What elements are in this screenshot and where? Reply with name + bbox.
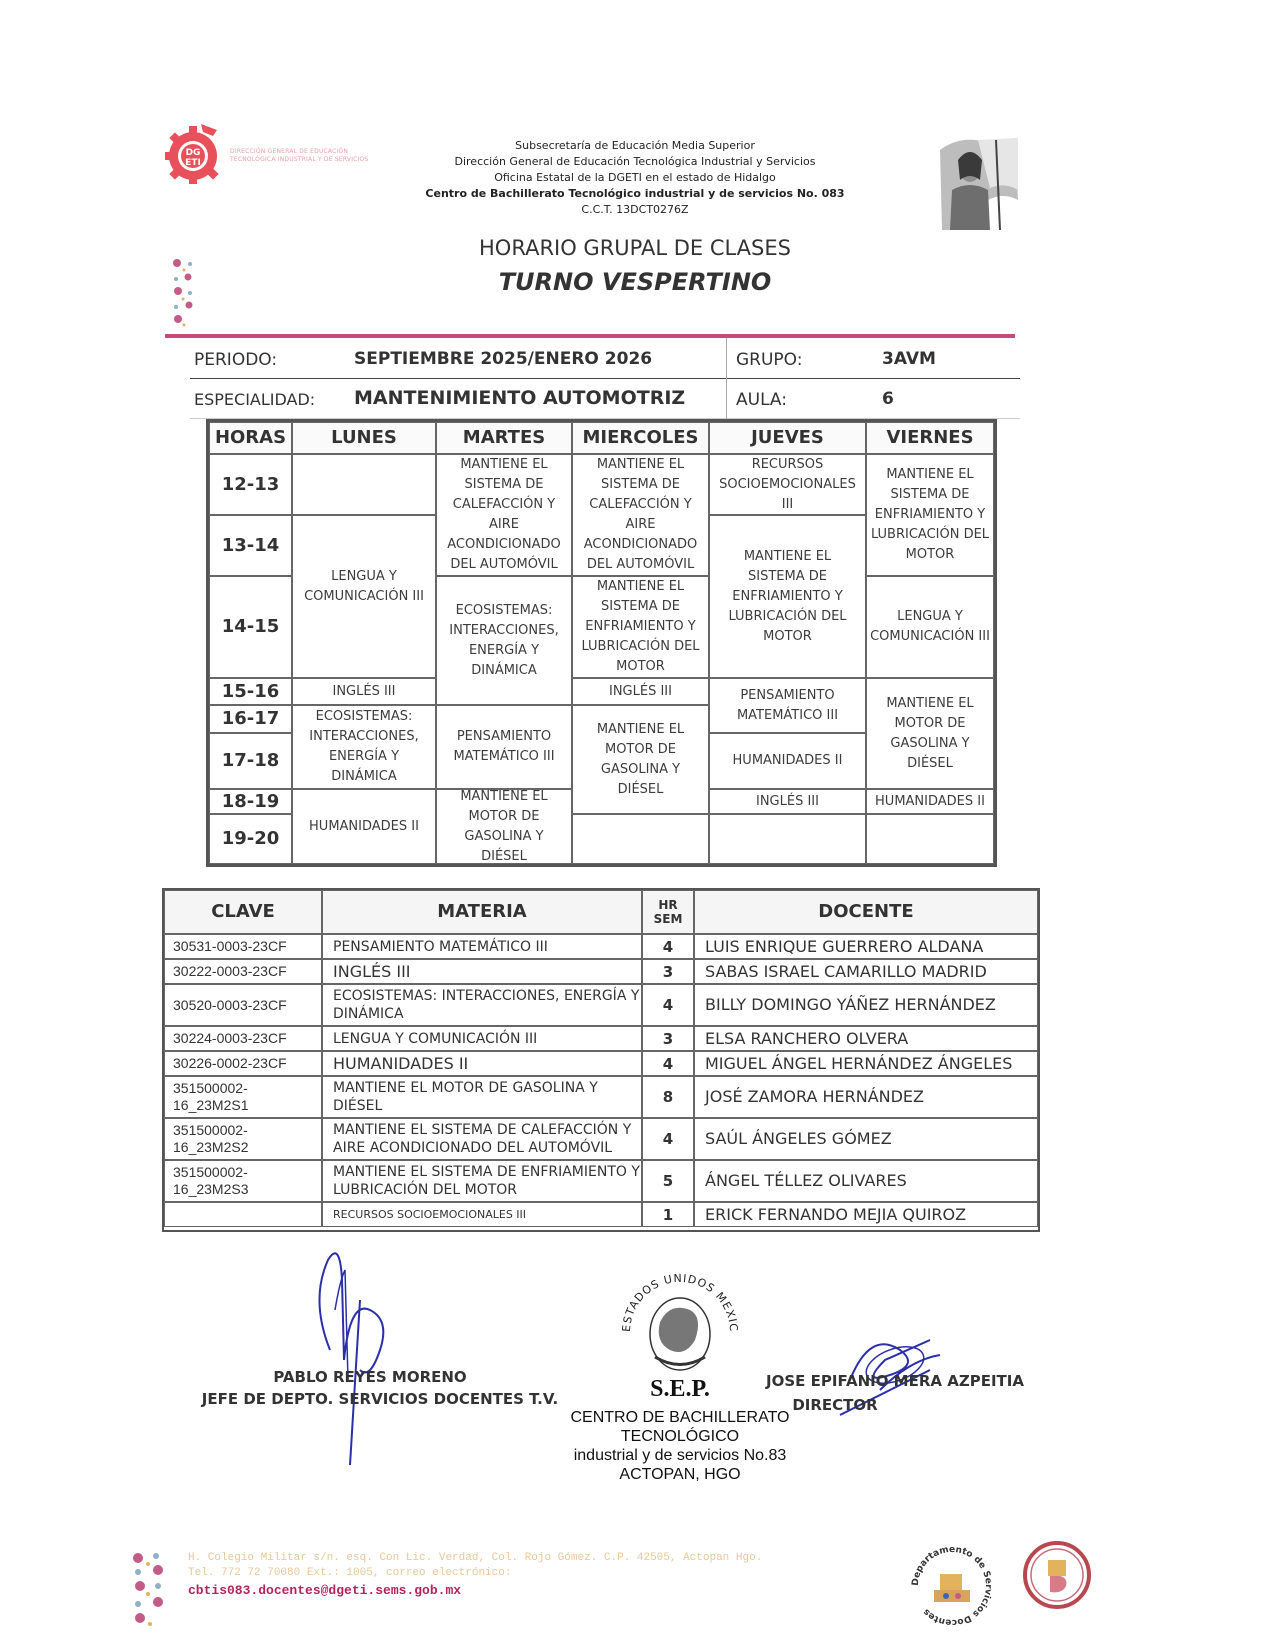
periodo-label: PERIODO: [194,350,278,370]
signer-right-name: JOSE EPIFANIO MERA AZPEITIA [766,1372,1024,1390]
hour-cell: 16-17 [209,705,292,733]
seal-line: TECNOLÓGICO [620,1428,740,1445]
institution-line: Centro de Bachillerato Tecnológico industrial y de servicios No. 083 [425,187,845,200]
col-header-viernes: VIERNES [866,422,994,454]
class-cell-lunes [292,454,436,515]
svg-text:ETI: ETI [185,158,201,168]
class-cell-lunes: LENGUA Y COMUNICACIÓN III [292,515,436,678]
schedule-table [206,419,997,867]
subject-clave: 30224-0003-23CF [164,1026,322,1051]
hour-cell: 17-18 [209,733,292,789]
info-separator [726,338,727,420]
class-cell-miercoles [572,814,709,864]
subject-materia: HUMANIDADES II [322,1051,642,1076]
dgeti-logo-icon [165,122,225,184]
subject-hours: 4 [642,1118,694,1160]
especialidad-value: MANTENIMIENTO AUTOMOTRIZ [354,387,686,409]
signer-right-title: DIRECTOR [792,1396,878,1414]
grupo-label: GRUPO: [736,350,803,370]
class-cell-jueves: HUMANIDADES II [709,733,866,789]
subject-clave [164,1202,322,1227]
subject-hours: 3 [642,959,694,984]
hour-cell: 12-13 [209,454,292,515]
class-cell-jueves: PENSAMIENTO MATEMÁTICO III [709,678,866,733]
institution-line: Dirección General de Educación Tecnológica Industrial y Servicios [454,155,816,168]
subjects-table [162,888,1040,1232]
class-cell-martes: MANTIENE EL MOTOR DE GASOLINA Y DIÉSEL [436,789,572,864]
class-cell-lunes: ECOSISTEMAS: INTERACCIONES, ENERGÍA Y DINÁMICA [292,705,436,789]
class-cell-viernes: MANTIENE EL MOTOR DE GASOLINA Y DIÉSEL [866,678,994,789]
svg-text:ESTADOS UNIDOS MEXICANOS: ESTADOS UNIDOS MEXIC [619,1271,741,1333]
col-header-materia: MATERIA [322,890,642,934]
subject-hours: 3 [642,1026,694,1051]
class-cell-martes: MANTIENE EL SISTEMA DE CALEFACCIÓN Y AIRE ACONDICIONADO DEL AUTOMÓVIL [436,454,572,576]
subject-hours: 4 [642,1051,694,1076]
class-cell-martes: ECOSISTEMAS: INTERACCIONES, ENERGÍA Y DINÁMICA [436,576,572,705]
subject-materia: LENGUA Y COMUNICACIÓN III [322,1026,642,1051]
seal-line: industrial y de servicios No.83 [573,1447,787,1464]
hour-cell: 18-19 [209,789,292,814]
subject-hours: 1 [642,1202,694,1227]
col-header-docente: DOCENTE [694,890,1038,934]
class-cell-miercoles: INGLÉS III [572,678,709,705]
subject-docente: SAÚL ÁNGELES GÓMEZ [694,1118,1038,1160]
col-header-martes: MARTES [436,422,572,454]
class-cell-miercoles: MANTIENE EL MOTOR DE GASOLINA Y DIÉSEL [572,705,709,814]
subject-materia: ECOSISTEMAS: INTERACCIONES, ENERGÍA Y DINÁMICA [322,984,642,1026]
floral-ornament-icon [170,255,198,330]
school-emblem-icon [1022,1540,1092,1610]
class-cell-viernes: LENGUA Y COMUNICACIÓN III [866,576,994,678]
hour-cell: 13-14 [209,515,292,576]
subject-docente: LUIS ENRIQUE GUERRERO ALDANA [694,934,1038,959]
subject-docente: SABAS ISRAEL CAMARILLO MADRID [694,959,1038,984]
subject-clave: 30222-0003-23CF [164,959,322,984]
subject-clave: 351500002-16_23M2S1 [164,1076,322,1118]
class-cell-viernes: MANTIENE EL SISTEMA DE ENFRIAMIENTO Y LUBRICACIÓN DEL MOTOR [866,454,994,576]
subject-docente: MIGUEL ÁNGEL HERNÁNDEZ ÁNGELES [694,1051,1038,1076]
logo-text-line: TECNOLÓGICA INDUSTRIAL Y DE SERVICIOS [230,156,369,163]
subject-clave: 30531-0003-23CF [164,934,322,959]
subject-hours: 4 [642,934,694,959]
class-cell-miercoles: MANTIENE EL SISTEMA DE CALEFACCIÓN Y AIRE ACONDICIONADO DEL AUTOMÓVIL [572,454,709,576]
class-cell-jueves: RECURSOS SOCIOEMOCIONALES III [709,454,866,515]
info-row-especialidad [190,380,1020,419]
class-cell-viernes: HUMANIDADES II [866,789,994,814]
heroine-flag-illustration-icon [930,130,1020,235]
class-cell-viernes [866,814,994,864]
shift-subtitle: TURNO VESPERTINO [498,268,772,296]
institution-line: Oficina Estatal de la DGETI en el estado de Hidalgo [494,171,776,184]
subject-docente: ELSA RANCHERO OLVERA [694,1026,1038,1051]
cct-code: C.C.T. 13DCT0276Z [581,203,689,216]
subject-materia: MANTIENE EL SISTEMA DE ENFRIAMIENTO Y LUBRICACIÓN DEL MOTOR [322,1160,642,1202]
mexico-coat-of-arms-seal-icon [615,1262,745,1392]
svg-text:DG: DG [185,148,201,158]
subject-docente: ÁNGEL TÉLLEZ OLIVARES [694,1160,1038,1202]
col-header-lunes: LUNES [292,422,436,454]
col-header-horas: HORAS [209,422,292,454]
signer-left-name: PABLO REYES MORENO [273,1368,467,1386]
subject-materia: RECURSOS SOCIOEMOCIONALES III [322,1202,642,1227]
subject-docente: BILLY DOMINGO YÁÑEZ HERNÁNDEZ [694,984,1038,1026]
class-cell-lunes: HUMANIDADES II [292,789,436,864]
subject-hours: 5 [642,1160,694,1202]
aula-label: AULA: [736,390,787,410]
class-cell-jueves: MANTIENE EL SISTEMA DE ENFRIAMIENTO Y LUBRICACIÓN DEL MOTOR [709,515,866,678]
especialidad-label: ESPECIALIDAD: [194,390,316,409]
subject-materia: MANTIENE EL MOTOR DE GASOLINA Y DIÉSEL [322,1076,642,1118]
servicios-docentes-stamp-icon [906,1540,998,1632]
dgeti-logo-text [230,148,380,164]
logo-text-line: DIRECCIÓN GENERAL DE EDUCACIÓN [230,148,349,155]
subject-materia: INGLÉS III [322,959,642,984]
footer-address: H. Colegio Militar s/n. esq. Con Lic. Verdad, Col. Rojo Gómez. C.P. 42505, Actopan Hgo. [188,1552,763,1564]
class-cell-lunes: INGLÉS III [292,678,436,705]
subject-clave: 30226-0002-23CF [164,1051,322,1076]
subject-hours: 4 [642,984,694,1026]
footer-email-link[interactable]: cbtis083.docentes@dgeti.sems.gob.mx [188,1583,462,1598]
class-cell-martes: PENSAMIENTO MATEMÁTICO III [436,705,572,789]
hour-cell: 15-16 [209,678,292,705]
subject-clave: 351500002-16_23M2S2 [164,1118,322,1160]
seal-line: ACTOPAN, HGO [619,1466,741,1483]
subject-hours: 8 [642,1076,694,1118]
signer-left-title: JEFE DE DEPTO. SERVICIOS DOCENTES T.V. [201,1390,559,1408]
sep-seal-title: S.E.P. [650,1376,710,1402]
institution-line: Subsecretaría de Educación Media Superior [515,139,755,152]
grupo-value: 3AVM [882,349,936,369]
aula-value: 6 [882,389,894,409]
subject-clave: 30520-0003-23CF [164,984,322,1026]
hr-label: HR [658,898,678,912]
subject-clave: 351500002-16_23M2S3 [164,1160,322,1202]
signature-left-icon [300,1240,420,1470]
sem-label: SEM [653,912,683,926]
seal-line: CENTRO DE BACHILLERATO [570,1409,790,1426]
col-header-miercoles: MIERCOLES [572,422,709,454]
col-header-jueves: JUEVES [709,422,866,454]
col-header-hr-sem [642,890,694,934]
subject-materia: MANTIENE EL SISTEMA DE CALEFACCIÓN Y AIRE ACONDICIONADO DEL AUTOMÓVIL [322,1118,642,1160]
col-header-clave: CLAVE [164,890,322,934]
institution-block [400,138,870,218]
subject-materia: PENSAMIENTO MATEMÁTICO III [322,934,642,959]
hour-cell: 19-20 [209,814,292,864]
info-row-periodo [190,340,1020,379]
header-divider [165,334,1015,338]
footer-phone: Tel. 772 72 70080 Ext.: 1005, correo electrónico: [188,1567,512,1579]
class-cell-jueves: INGLÉS III [709,789,866,814]
subject-docente: ERICK FERNANDO MEJIA QUIROZ [694,1202,1038,1227]
class-cell-jueves [709,814,866,864]
periodo-value: SEPTIEMBRE 2025/ENERO 2026 [354,349,653,369]
hour-cell: 14-15 [209,576,292,678]
svg-text:Departamento de Servicios Doce: Departamento de Servicios Docentes [910,1544,994,1628]
class-cell-miercoles: MANTIENE EL SISTEMA DE ENFRIAMIENTO Y LUBRICACIÓN DEL MOTOR [572,576,709,678]
document-title: HORARIO GRUPAL DE CLASES [479,236,791,260]
subject-docente: JOSÉ ZAMORA HERNÁNDEZ [694,1076,1038,1118]
floral-footer-ornament-icon [128,1548,172,1628]
